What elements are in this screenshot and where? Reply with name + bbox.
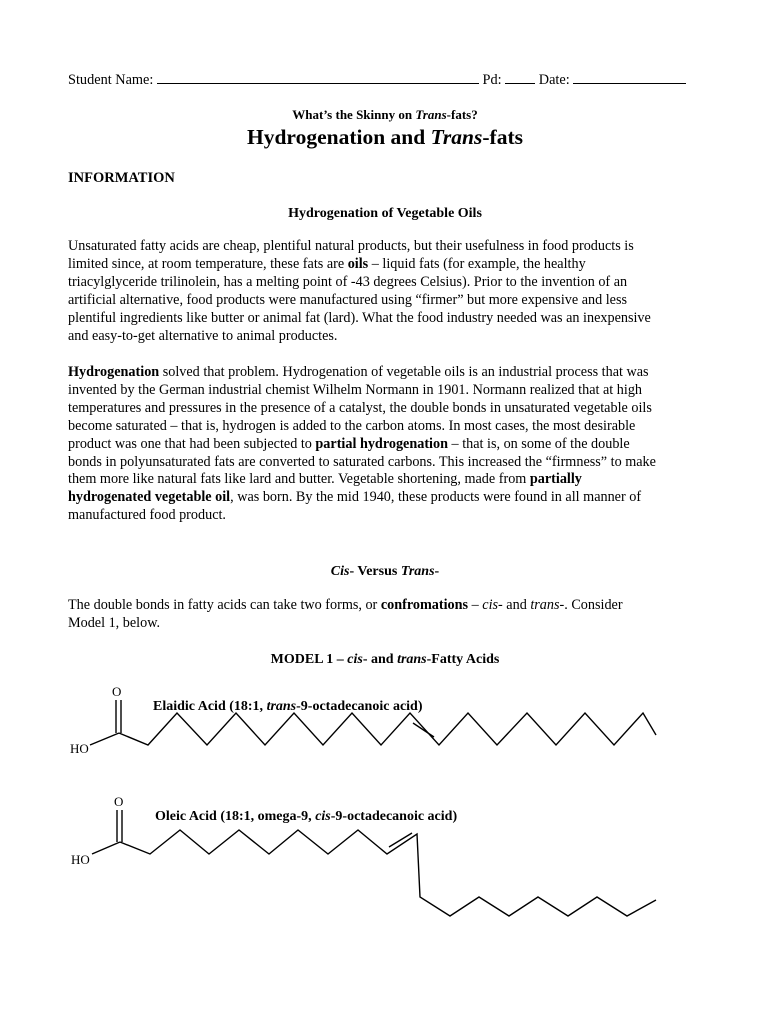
hydroxyl-label: HO — [71, 852, 90, 867]
oleic-acid-skeleton — [92, 810, 656, 916]
cis-versus-trans-heading: Cis- Versus Trans- — [330, 564, 440, 579]
paragraph-conformations: The double bonds in fatty acids can take two forms, or confromations – cis- and trans-. Consider Model 1, below. — [68, 597, 623, 631]
hydroxyl-label: HO — [70, 741, 89, 756]
student-name-label: Student Name: — [68, 72, 154, 88]
student-info-line — [68, 71, 704, 89]
date-label: Date: — [538, 72, 570, 88]
period-blank[interactable] — [505, 71, 535, 84]
paragraph-vegetable-oils: Unsaturated fatty acids are cheap, plentiful natural products, but their usefulness in food products is limited since, at room temperature, these fats are oils – liquid fats (for example, the healthy triacylglyceride trilinolein, has a melting point of -43 degrees Celsius). Prior to the invention of an artificial alternative, food products were manufactured using “firmer” but more expensive and less plentiful ingredients like butter or animal fat (lard). What the food industry needed was an inexpensive and easy-to-get alternative to animal productes. — [68, 238, 651, 344]
period-label: Pd: — [482, 72, 502, 88]
worksheet-title: Hydrogenation and Trans-fats — [247, 125, 523, 149]
paragraph-hydrogenation: Hydrogenation solved that problem. Hydrogenation of vegetable oils is an industrial process that was invented by the German industrial chemist Wilhelm Normann in 1901. Normann realized that at high temperatures and pressures in the presence of a catalyst, the double bonds in unsaturated vegetable oils become saturated – that is, hydrogen is added to the carbon atoms. In most cases, the most desirable product was one that had been subjected to partial hydrogenation – that is, on some of the double bonds in polyunsaturated fats are converted to saturated carbons. This increased the “firmness” to make them more like natural fats like lard and butter. Vegetable shortening, made from partially hydrogenated vegetable oil, was born. By the mid 1940, these products were found in all manner of manufactured food product. — [68, 364, 656, 524]
carbonyl-oxygen-label: O — [114, 794, 124, 809]
model-1-heading: MODEL 1 – cis- and trans-Fatty Acids — [270, 652, 500, 667]
elaidic-acid-name: Elaidic Acid (18:1, trans-9-octadecanoic acid) — [153, 699, 423, 714]
oleic-acid-name: Oleic Acid (18:1, omega-9, cis-9-octadecanoic acid) — [155, 809, 458, 824]
date-blank[interactable] — [573, 71, 686, 84]
information-label: INFORMATION — [68, 170, 175, 186]
oleic-acid-structure — [0, 790, 770, 925]
hydrogenation-heading: Hydrogenation of Vegetable Oils — [288, 206, 482, 221]
student-name-blank[interactable] — [157, 71, 479, 84]
carbonyl-oxygen-label: O — [112, 684, 122, 699]
elaidic-acid-structure — [0, 680, 770, 760]
worksheet-subtitle: What’s the Skinny on Trans-fats? — [292, 107, 478, 122]
